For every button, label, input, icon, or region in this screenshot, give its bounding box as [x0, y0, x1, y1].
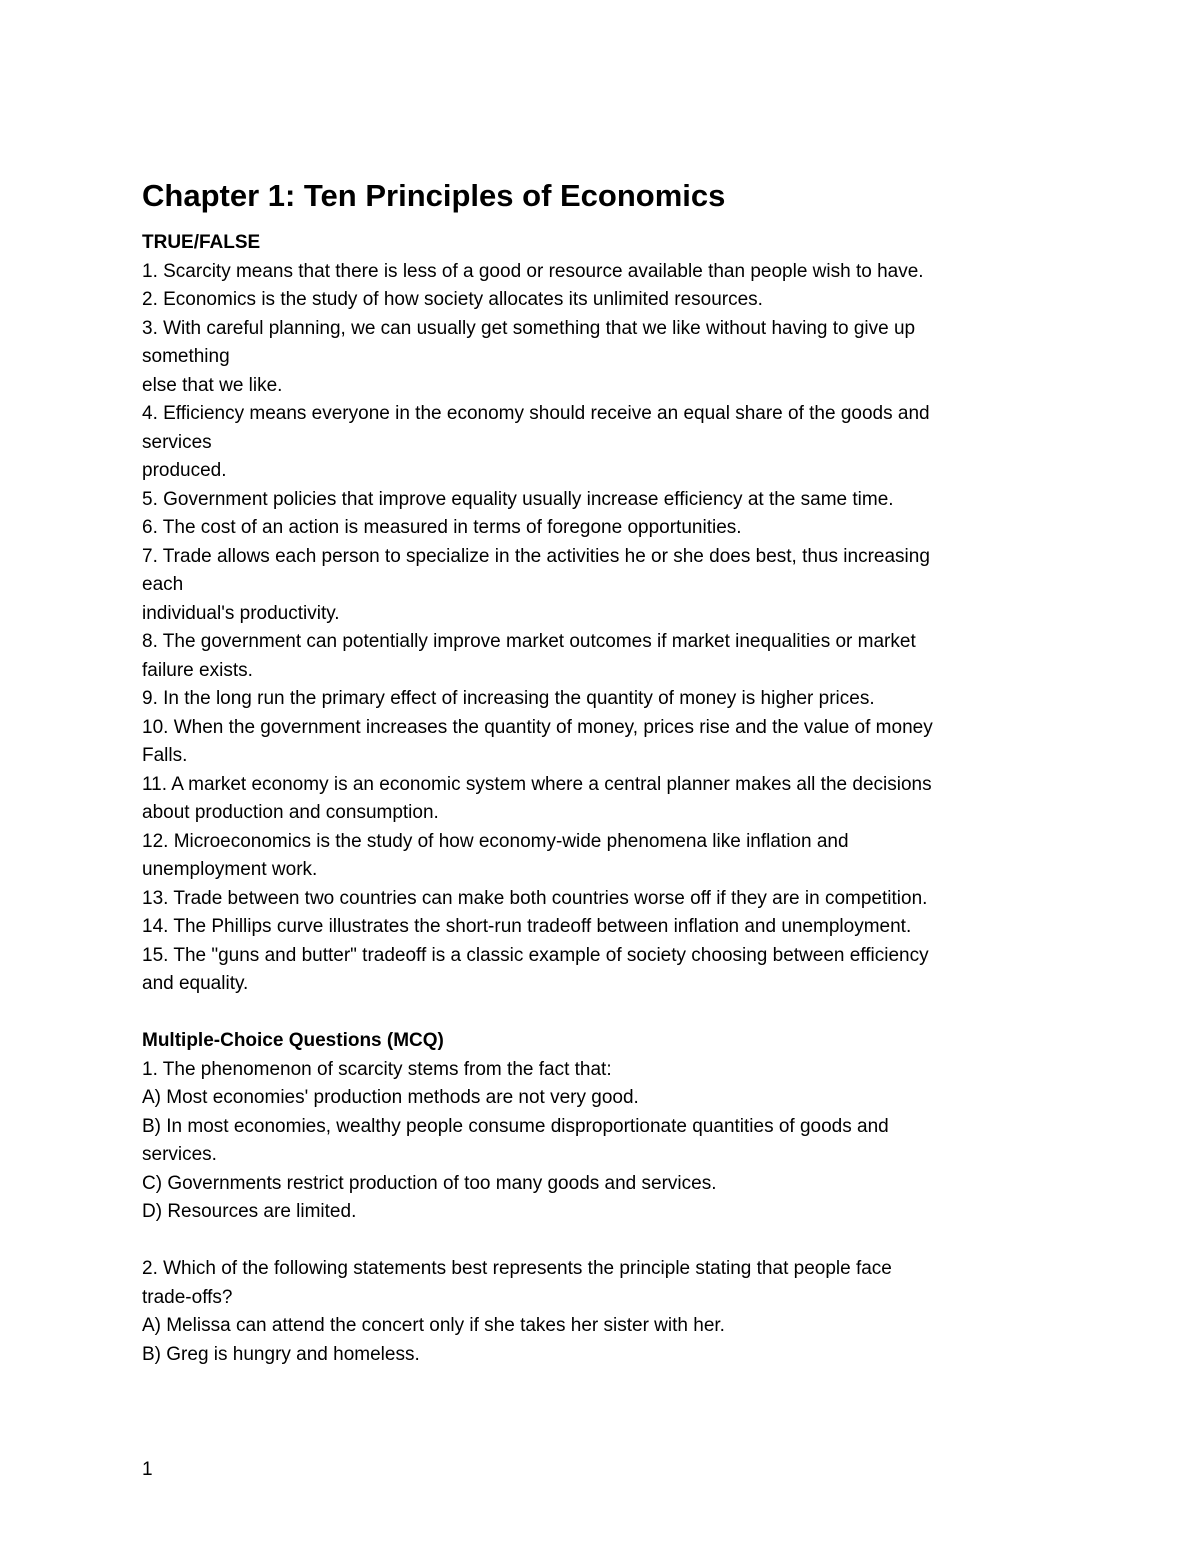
mcq-line: 2. Which of the following statements best represents the principle stating that people face — [142, 1258, 892, 1279]
mcq-section — [142, 1027, 1047, 1369]
mcq-line: 1. The phenomenon of scarcity stems from the fact that: — [142, 1058, 612, 1080]
true-false-line: 12. Microeconomics is the study of how economy-wide phenomena like inflation and — [142, 830, 849, 852]
true-false-line: 15. The "guns and butter" tradeoff is a classic example of society choosing between efficiency — [142, 944, 929, 966]
true-false-line: 14. The Phillips curve illustrates the short-run tradeoff between inflation and unemployment. — [142, 916, 912, 937]
mcq-question-2 — [142, 1255, 1047, 1369]
mcq-line: D) Resources are limited. — [142, 1201, 357, 1222]
mcq-heading: Multiple-Choice Questions (MCQ) — [142, 1030, 444, 1051]
true-false-heading: TRUE/FALSE — [142, 232, 261, 253]
mcq-line: B) Greg is hungry and homeless. — [142, 1343, 420, 1365]
true-false-section — [142, 229, 1047, 999]
document-body — [142, 174, 1047, 1369]
true-false-line: 7. Trade allows each person to specialize in the activities he or she does best, thus increasing — [142, 545, 930, 567]
true-false-line: 3. With careful planning, we can usually get something that we like without having to give up — [142, 317, 916, 339]
true-false-line: and equality. — [142, 973, 249, 994]
true-false-line: 2. Economics is the study of how society allocates its unlimited resources. — [142, 289, 763, 310]
true-false-line: services — [142, 431, 212, 453]
true-false-line: 9. In the long run the primary effect of increasing the quantity of money is higher prices. — [142, 688, 875, 709]
mcq-question-1 — [142, 1056, 1047, 1227]
true-false-line: each — [142, 574, 184, 595]
true-false-line: 5. Government policies that improve equality usually increase efficiency at the same time. — [142, 488, 894, 510]
mcq-line: trade-offs? — [142, 1286, 233, 1308]
mcq-line: B) In most economies, wealthy people consume disproportionate quantities of goods and — [142, 1115, 889, 1137]
true-false-line: 13. Trade between two countries can make both countries worse off if they are in competition. — [142, 887, 928, 909]
true-false-line: 1. Scarcity means that there is less of a good or resource available than people wish to have. — [142, 260, 924, 282]
chapter-title: Chapter 1: Ten Principles of Economics — [142, 178, 726, 213]
true-false-line: 8. The government can potentially improve market outcomes if market inequalities or market — [142, 631, 916, 652]
mcq-line: services. — [142, 1144, 217, 1165]
mcq-line: A) Most economies' production methods are not very good. — [142, 1087, 639, 1108]
page-number: 1 — [142, 1459, 153, 1480]
true-false-line: 6. The cost of an action is measured in terms of foregone opportunities. — [142, 517, 742, 538]
mcq-line: A) Melissa can attend the concert only if she takes her sister with her. — [142, 1315, 725, 1336]
mcq-line: C) Governments restrict production of too many goods and services. — [142, 1172, 717, 1194]
true-false-line: 11. A market economy is an economic system where a central planner makes all the decisions — [142, 773, 932, 795]
true-false-line: else that we like. — [142, 374, 283, 396]
true-false-line: 4. Efficiency means everyone in the economy should receive an equal share of the goods and — [142, 403, 930, 424]
true-false-line: Falls. — [142, 745, 188, 766]
true-false-line: produced. — [142, 460, 227, 481]
true-false-list — [142, 258, 1047, 999]
true-false-line: about production and consumption. — [142, 802, 439, 823]
true-false-line: unemployment work. — [142, 859, 318, 880]
true-false-line: something — [142, 346, 230, 367]
question-spacer — [142, 1227, 1047, 1256]
true-false-line: 10. When the government increases the quantity of money, prices rise and the value of money — [142, 716, 933, 738]
section-spacer — [142, 999, 1047, 1028]
true-false-line: failure exists. — [142, 659, 253, 681]
true-false-line: individual's productivity. — [142, 602, 340, 624]
